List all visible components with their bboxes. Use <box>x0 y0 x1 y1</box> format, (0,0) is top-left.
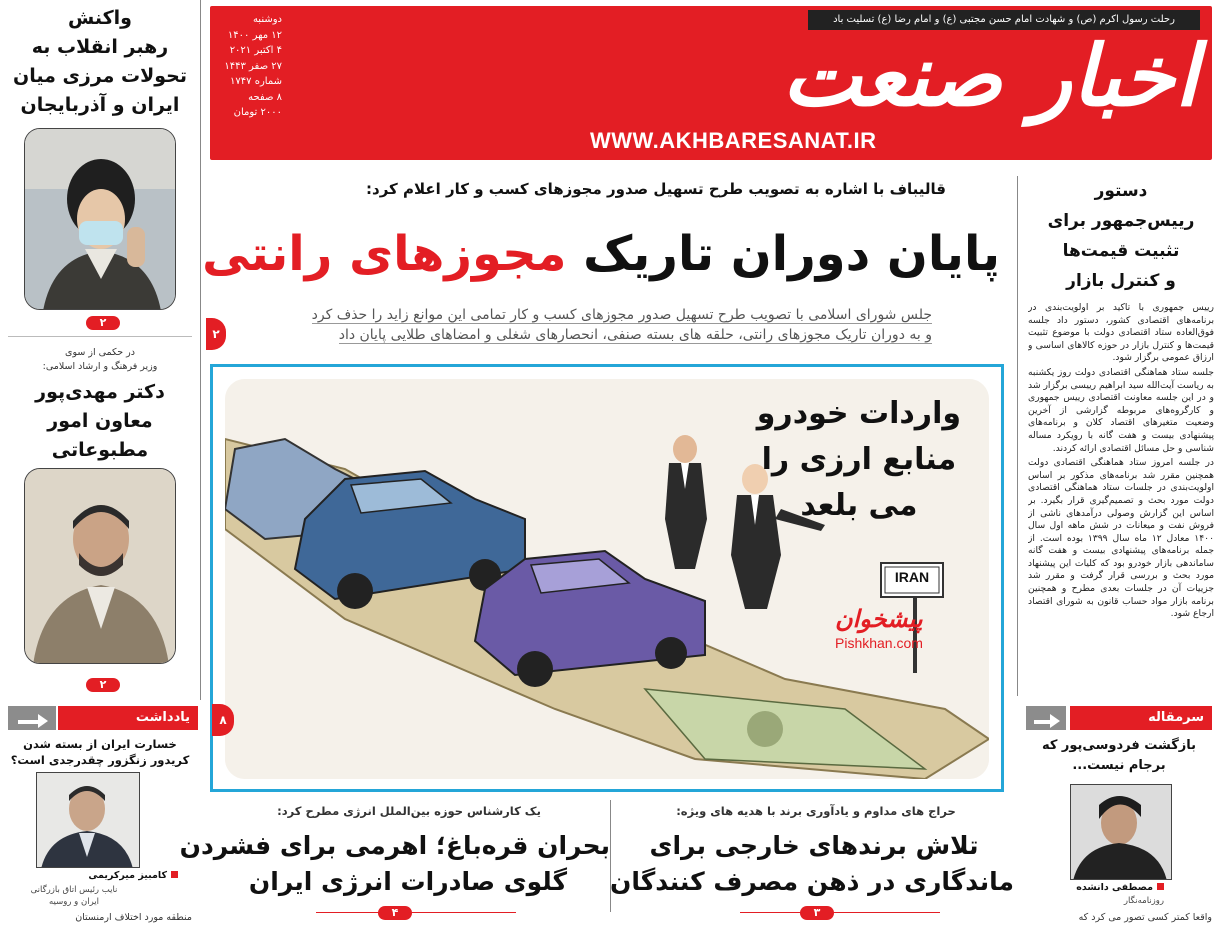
bottom-right-kicker: حراج های مداوم و یادآوری برند با هدیه های ویژه: <box>676 804 956 818</box>
title-line: و کنترل بازار <box>1066 271 1176 291</box>
kicker-line: وزیر فرهنگ و ارشاد اسلامی: <box>42 361 158 372</box>
editorial-author <box>1040 882 1164 893</box>
bottom-right-rule <box>740 912 940 913</box>
headline-part-red: مجوزهای رانتی <box>202 226 567 282</box>
portrait-image <box>36 773 139 868</box>
editorial-section-header <box>1026 706 1212 730</box>
page-badge[interactable]: ۴ <box>378 906 412 920</box>
arrow-icon <box>8 706 56 730</box>
note-label: یادداشت <box>58 706 198 730</box>
bullet-icon <box>1157 883 1164 890</box>
right-column <box>1024 176 1214 694</box>
newspaper-logo[interactable]: اخبار صنعت <box>782 27 1198 125</box>
author-name: مصطفی دانشده <box>1076 882 1153 893</box>
title-line: بازگشت فردوسی‌پور که <box>1041 738 1197 753</box>
title-line: دکتر مهدی‌پور <box>35 381 165 403</box>
column-divider-left <box>200 0 201 700</box>
title-line: معاون امور مطبوعاتی <box>47 410 153 461</box>
story-leader-reaction-title[interactable] <box>8 4 192 120</box>
title-line: رییس‌جمهور برای <box>1047 211 1195 231</box>
issue-day: دوشنبه <box>252 14 282 25</box>
editorial-author-photo[interactable] <box>1070 784 1172 880</box>
masthead <box>210 6 1212 160</box>
note-title[interactable] <box>8 736 192 768</box>
cartoon-caption <box>757 391 961 529</box>
title-line: تلاش برندهای خارجی برای <box>649 831 979 860</box>
caption-line: واردات خودرو <box>756 396 961 431</box>
divider <box>8 336 192 337</box>
title-line: رهبر انقلاب به <box>31 36 169 58</box>
left-column <box>8 0 198 930</box>
issue-pages: ۸ صفحه <box>248 91 282 103</box>
page-badge[interactable]: ۳ <box>800 906 834 920</box>
cartoon-image <box>225 379 989 779</box>
issue-date-persian: ۱۲ مهر ۱۴۰۰ <box>227 29 282 41</box>
main-kicker: قالیباف با اشاره به تصویب طرح تسهیل صدور مجوزهای کسب و کار اعلام کرد: <box>366 180 946 198</box>
editorial-title[interactable] <box>1026 736 1212 776</box>
bullet-icon <box>171 871 178 878</box>
mahdipour-photo[interactable] <box>24 468 176 664</box>
caption-line: منابع ارزی را <box>761 442 957 477</box>
condolence-banner: رحلت رسول اکرم (ص) و شهادت امام حسن مجتبی (ع) و امام رضا (ع) تسلیت باد <box>808 10 1200 30</box>
note-section-header <box>8 706 198 730</box>
lead-page-badge[interactable]: ۲ <box>206 318 226 350</box>
portrait-image <box>1070 785 1171 880</box>
bottom-right-title[interactable] <box>610 828 1014 900</box>
title-line: برجام نیست... <box>1072 758 1166 773</box>
bottom-left-title[interactable] <box>179 828 610 900</box>
portrait-image <box>24 129 175 310</box>
iran-sign-text: IRAN <box>894 569 930 585</box>
headline-part-black: پایان دوران تاریک <box>566 226 1000 282</box>
watermark-logo: پیشخوان <box>835 605 923 633</box>
body-paragraph: جلسه ستاد هماهنگی اقتصادی دولت روز یکشنبه به ریاست آیت‌الله سید ابراهیم رییسی برگزار شد و در این جلسه معاونت اقتصادی رییس جمهوری و کارگروه‌های مربوطه گزارشی از آخرین وضعیت متغیرهای اقتصاد کلان و برنامه‌های پیشنهادی بیست و هفت گانه با رویکرد مساله شناسی و حل مسائل اقتصادی ارائه کردند. <box>1028 366 1214 454</box>
caption-line: می بلعد <box>800 488 918 523</box>
watermark-url: Pishkhan.com <box>835 635 923 651</box>
cartoon-frame[interactable] <box>210 364 1004 792</box>
portrait-image <box>24 469 175 664</box>
page-badge[interactable]: ۲ <box>86 316 120 330</box>
issue-date-gregorian: ۴ اکتبر ۲۰۲۱ <box>229 45 282 56</box>
kicker-line: در حکمی از سوی <box>65 347 135 358</box>
website-url[interactable]: WWW.AKHBARESANAT.IR <box>590 128 877 153</box>
title-line: گلوی صادرات انرژی ایران <box>248 867 568 896</box>
right-story-title[interactable] <box>1028 176 1214 296</box>
issue-number: شماره ۱۷۴۷ <box>230 76 282 87</box>
page-badge[interactable]: ۲ <box>86 678 120 692</box>
title-line: ماندگاری در ذهن مصرف کنندگان <box>610 867 1014 896</box>
lead-line: جلس شورای اسلامی با تصویب طرح تسهیل صدور مجوزهای کسب و کار تمامی این موانع زاید را حذف کرد <box>311 307 932 323</box>
editorial-label: سرمقاله <box>1070 706 1212 730</box>
column-divider-right <box>1017 176 1018 696</box>
title-line: واکنش <box>68 7 132 29</box>
role-line: ایران و روسیه <box>49 897 99 907</box>
note-author-role <box>8 884 140 908</box>
note-excerpt: منطقه مورد اختلاف ارمنستان <box>75 912 192 923</box>
arrow-icon <box>1026 706 1066 730</box>
body-paragraph: در جلسه امروز ستاد هماهنگی اقتصادی دولت همچنین مقرر شد برنامه‌های مذکور بر اساس اولویت‌بندی در جلسات ستاد هماهنگی اقتصادی دولت مورد بحث و تصمیم‌گیری قرار بگیرد. بر اساس این گزارش وصولی درآمدهای ناشی از فروش نفت و میعانات در شش ماهه اول سال ۱۴۰۰ معادل ۱۲ ماه سال ۱۳۹۹ بوده است. از جمله برنامه‌های پیشنهادی بیست و هفت گانه ساماندهی بازار خودرو بود که کلیات این پیشنهاد مورد بحث و بررسی قرار گرفت و مقرر شد جزییات آن در جلسات بعدی مطرح و همچنین برنامه بازار مواد حساب قانون به شورای اقتصاد ارجاع شود. <box>1028 457 1214 620</box>
main-headline[interactable] <box>202 212 1000 296</box>
bottom-left-kicker: یک کارشناس حوزه بین‌الملل انرژی مطرح کرد: <box>277 804 541 818</box>
title-line: خسارت ایران از بسته شدن <box>23 737 177 751</box>
role-line: نایب رئیس اتاق بازرگانی <box>30 885 118 895</box>
cartoon-page-badge[interactable]: ۸ <box>212 704 234 736</box>
author-photo[interactable] <box>36 772 140 868</box>
right-story-body <box>1028 302 1214 694</box>
issue-info <box>218 12 282 121</box>
issue-date-hijri: ۲۷ صفر ۱۴۴۳ <box>224 60 282 72</box>
title-line: تثبیت قیمت‌ها <box>1062 241 1180 261</box>
body-paragraph: رییس جمهوری با تاکید بر اولویت‌بندی در برنامه‌های اقتصادی کشور، دستور داد جلسه فوق‌العاده ستاد اقتصادی دولت با موضوع تثبیت قیمت‌ها و کنترل بازار در حوزه کالاهای اساسی و ارزاق عمومی برگزار شود. <box>1028 302 1214 364</box>
note-author <box>8 870 178 881</box>
leader-photo[interactable] <box>24 128 176 310</box>
title-line: تحولات مرزی میان <box>12 65 187 87</box>
bottom-left-rule <box>316 912 516 913</box>
story2-kicker <box>8 346 192 374</box>
title-line: بحران قره‌باغ؛ اهرمی برای فشردن <box>179 831 610 860</box>
title-line: کریدور زنگزور چقدرجدی است؟ <box>10 753 190 767</box>
editorial-author-role: روزنامه‌نگار <box>1123 896 1164 906</box>
author-name: کامبیز میرکریمی <box>88 870 167 881</box>
main-lead <box>280 305 932 345</box>
title-line: دستور <box>1094 181 1148 201</box>
lead-line: و به دوران تاریک مجوزهای رانتی، حلقه های بسته صنفی، انحصارهای شغلی و امضاهای طلایی پایان داد <box>338 327 932 343</box>
issue-price: ۲۰۰۰ تومان <box>233 107 282 118</box>
title-line: ایران و آذربایجان <box>20 94 180 116</box>
editorial-excerpt: واقعا کمتر کسی تصور می کرد که <box>1078 912 1212 923</box>
